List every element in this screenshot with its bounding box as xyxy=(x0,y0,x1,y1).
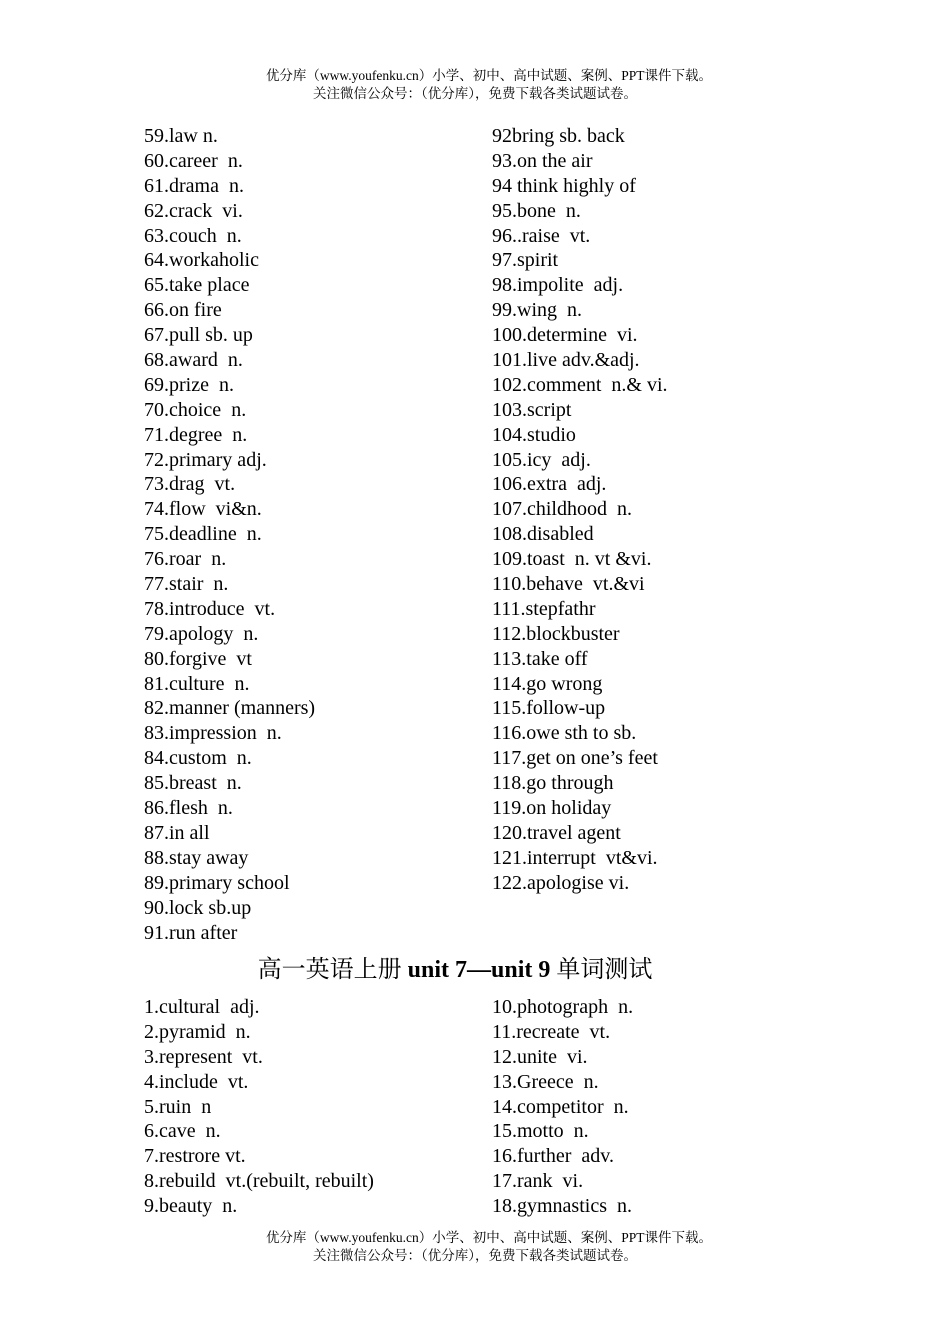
vocab-item: 10.photograph n. xyxy=(492,996,634,1018)
vocab-item: 63.couch n. xyxy=(144,224,242,247)
vocab-item: 75.deadline n. xyxy=(144,523,262,546)
vocab-item: 119.on holiday xyxy=(492,797,612,820)
vocab-item: 95.bone n. xyxy=(492,199,581,222)
page-header xyxy=(0,67,950,103)
vocab-item: 68.award n. xyxy=(144,349,243,372)
vocab-item: 7.restrore vt. xyxy=(144,1145,246,1168)
test-list-left xyxy=(144,995,374,1219)
vocab-item: 71.degree n. xyxy=(144,423,248,446)
vocab-item: 113.take off xyxy=(492,647,588,670)
vocab-list-right xyxy=(492,124,668,896)
vocab-item: 117.get on one’s feet xyxy=(492,747,658,770)
vocab-item: 5.ruin n xyxy=(144,1095,212,1118)
vocab-item: 88.stay away xyxy=(144,846,249,869)
vocab-item: 59.law n. xyxy=(144,125,218,147)
vocab-item: 76.roar n. xyxy=(144,548,227,571)
vocab-item: 120.travel agent xyxy=(492,821,621,844)
vocab-item: 18.gymnastics n. xyxy=(492,1195,632,1218)
vocab-item: 110.behave vt.&vi xyxy=(492,573,645,596)
vocab-item: 114.go wrong xyxy=(492,672,603,695)
vocab-item: 62.crack vi. xyxy=(144,199,243,222)
vocab-item: 60.career n. xyxy=(144,149,243,172)
vocab-item: 74.flow vi&n. xyxy=(144,498,262,521)
vocab-item: 83.impression n. xyxy=(144,722,282,745)
vocab-item: 77.stair n. xyxy=(144,573,229,596)
vocab-item: 2.pyramid n. xyxy=(144,1020,251,1043)
vocab-item: 8.rebuild vt.(rebuilt, rebuilt) xyxy=(144,1170,374,1193)
vocab-item: 15.motto n. xyxy=(492,1120,589,1143)
vocab-item: 84.custom n. xyxy=(144,747,252,770)
vocab-item: 4.include vt. xyxy=(144,1070,249,1093)
vocab-item: 16.further adv. xyxy=(492,1145,614,1168)
vocab-item: 96..raise vt. xyxy=(492,224,591,247)
section-title-bold: unit 7—unit 9 xyxy=(407,957,551,983)
vocab-item: 81.culture n. xyxy=(144,672,250,695)
vocab-item: 99.wing n. xyxy=(492,299,582,322)
section-title xyxy=(0,955,910,985)
vocab-item: 64.workaholic xyxy=(144,249,259,272)
vocab-item: 87.in all xyxy=(144,821,210,844)
vocab-item: 72.primary adj. xyxy=(144,448,267,471)
vocab-item: 91.run after xyxy=(144,921,238,944)
vocab-item: 86.flesh n. xyxy=(144,797,233,820)
vocab-item: 80.forgive vt xyxy=(144,647,252,670)
vocab-item: 105.icy adj. xyxy=(492,448,591,471)
vocab-item: 92bring sb. back xyxy=(492,125,625,147)
vocab-item: 106.extra adj. xyxy=(492,473,607,496)
vocab-item: 1.cultural adj. xyxy=(144,996,260,1018)
vocab-item: 14.competitor n. xyxy=(492,1095,629,1118)
vocab-item: 103.script xyxy=(492,398,572,421)
vocab-item: 97.spirit xyxy=(492,249,559,272)
vocab-item: 17.rank vi. xyxy=(492,1170,584,1193)
section-title-prefix: 高一英语上册 xyxy=(257,957,408,983)
vocab-item: 69.prize n. xyxy=(144,373,234,396)
vocab-item: 90.lock sb.up xyxy=(144,896,252,919)
vocab-item: 6.cave n. xyxy=(144,1120,221,1143)
footer-line-1: 优分库（www.youfenku.cn）小学、初中、高中试题、案例、PPT课件下载。 xyxy=(265,1230,713,1245)
vocab-item: 78.introduce vt. xyxy=(144,597,276,620)
vocab-item: 66.on fire xyxy=(144,299,222,322)
vocab-item: 82.manner (manners) xyxy=(144,697,316,720)
vocab-item: 111.stepfathr xyxy=(492,597,596,620)
test-list-right xyxy=(492,995,633,1219)
vocab-item: 67.pull sb. up xyxy=(144,324,253,347)
page-footer xyxy=(0,1229,950,1265)
vocab-item: 100.determine vi. xyxy=(492,324,638,347)
footer-line-2: 关注微信公众号：（优分库），免费下载各类试题试卷。 xyxy=(313,1248,637,1263)
vocab-item: 115.follow-up xyxy=(492,697,606,720)
vocab-item: 3.represent vt. xyxy=(144,1045,263,1068)
vocab-item: 73.drag vt. xyxy=(144,473,236,496)
vocab-item: 13.Greece n. xyxy=(492,1070,599,1093)
vocab-item: 108.disabled xyxy=(492,523,594,546)
vocab-item: 98.impolite adj. xyxy=(492,274,624,297)
vocab-item: 122.apologise vi. xyxy=(492,871,630,894)
vocab-item: 109.toast n. vt &vi. xyxy=(492,548,652,571)
vocab-item: 116.owe sth to sb. xyxy=(492,722,637,745)
vocab-item: 118.go through xyxy=(492,772,614,795)
header-line-2: 关注微信公众号：（优分库），免费下载各类试题试卷。 xyxy=(313,86,637,101)
vocab-item: 112.blockbuster xyxy=(492,622,620,645)
vocab-item: 85.breast n. xyxy=(144,772,242,795)
vocab-item: 89.primary school xyxy=(144,871,290,894)
vocab-item: 11.recreate vt. xyxy=(492,1020,611,1043)
vocab-item: 101.live adv.&adj. xyxy=(492,349,640,372)
vocab-item: 61.drama n. xyxy=(144,174,244,197)
vocab-item: 94 think highly of xyxy=(492,174,636,197)
vocab-list-left xyxy=(144,124,315,945)
vocab-item: 102.comment n.& vi. xyxy=(492,373,668,396)
vocab-item: 70.choice n. xyxy=(144,398,247,421)
vocab-item: 93.on the air xyxy=(492,149,593,172)
vocab-item: 12.unite vi. xyxy=(492,1045,588,1068)
vocab-item: 79.apology n. xyxy=(144,622,259,645)
section-title-suffix: 单词测试 xyxy=(550,957,653,983)
vocab-item: 9.beauty n. xyxy=(144,1195,238,1218)
vocab-item: 121.interrupt vt&vi. xyxy=(492,846,658,869)
vocab-item: 107.childhood n. xyxy=(492,498,632,521)
vocab-item: 65.take place xyxy=(144,274,250,297)
header-line-1: 优分库（www.youfenku.cn）小学、初中、高中试题、案例、PPT课件下载。 xyxy=(265,68,713,83)
vocab-item: 104.studio xyxy=(492,423,576,446)
